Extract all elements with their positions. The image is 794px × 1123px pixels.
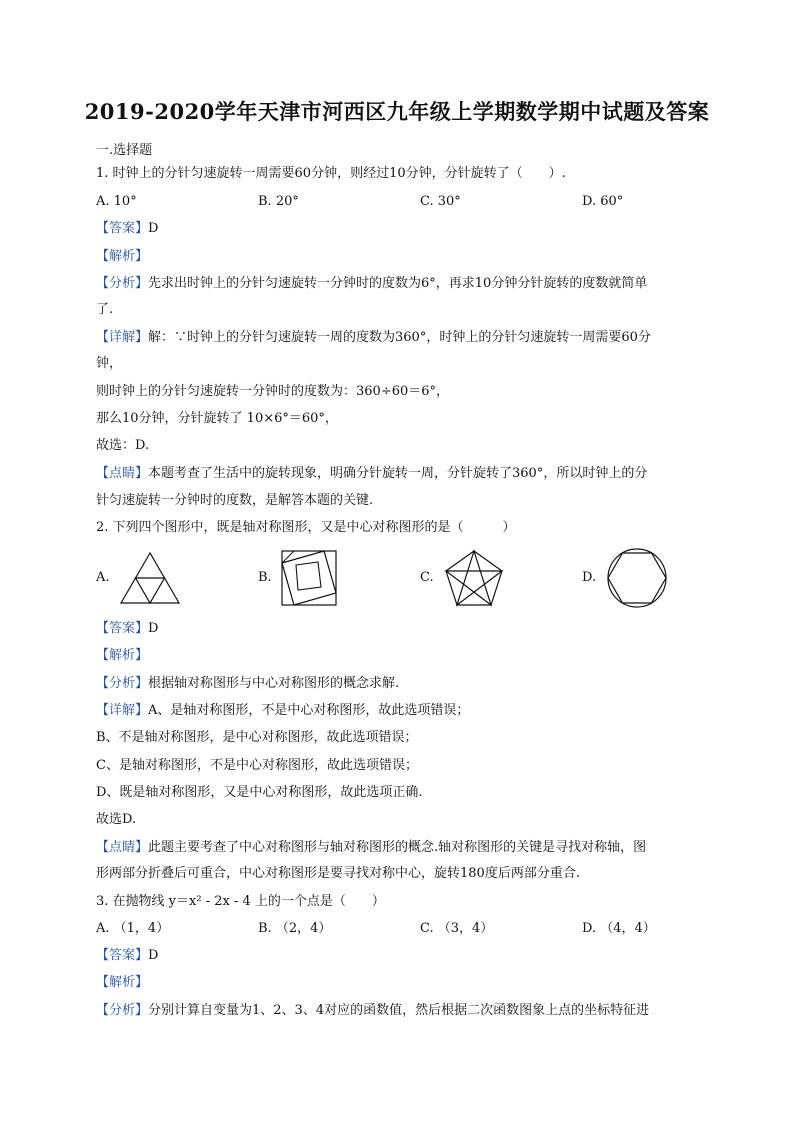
fenxi-tag: 【分析】 — [96, 276, 149, 291]
q2-line-c: C、是轴对称图形，不是中心对称图形，故此选项错误； — [96, 758, 418, 773]
answer-tag: 【答案】 — [96, 621, 149, 636]
q1-dianjing — [96, 465, 647, 483]
xiangjie-text: A、是轴对称图形，不是中心对称图形，故此选项错误； — [148, 703, 470, 718]
q1-option-d: D. 60° — [582, 194, 624, 209]
q1-step-4: 那么10分钟，分针旋转了 10×6°＝60°， — [96, 411, 338, 426]
q2-answer — [96, 620, 158, 638]
fenxi-text: 先求出时钟上的分针匀速旋转一分钟时的度数为6°，再求10分钟分针旋转的度数就简单 — [148, 276, 648, 291]
q2-select: 故选D. — [96, 812, 137, 827]
q3-fenxi — [96, 1002, 649, 1020]
xiangjie-tag: 【详解】 — [96, 703, 149, 718]
q1-xiangjie-cont: 钟， — [96, 356, 123, 371]
xiangjie-text: 解：∵时钟上的分针匀速旋转一周的度数为360°，时钟上的分针匀速旋转一周需要60分 — [148, 330, 651, 345]
q2-fenxi — [96, 675, 399, 693]
dianjing-text: 本题考查了生活中的旋转现象，明确分针旋转一周，分针旋转了360°，所以时钟上的分 — [148, 466, 648, 481]
q1-select: 故选：D. — [96, 438, 150, 453]
q1-option-b: B. 20° — [258, 194, 299, 209]
q1-answer — [96, 220, 158, 238]
fenxi-text: 分别计算自变量为1、2、3、4对应的函数值，然后根据二次函数图象上点的坐标特征进 — [148, 1003, 650, 1018]
document-title: 2019-2020学年天津市河西区九年级上学期数学期中试题及答案 — [84, 99, 710, 124]
q2-line-b: B、不是轴对称图形，是中心对称图形，故此选项错误； — [96, 730, 418, 745]
q2-figure-c-star-pentagon — [442, 548, 506, 608]
q3-option-c: C. （3，4） — [420, 921, 494, 936]
q2-xiangjie — [96, 702, 469, 720]
q3-jiexi-tag: 【解析】 — [96, 975, 149, 990]
q2-dianjing-cont: 形两部分折叠后可重合，中心对称图形是要寻找对称中心，旋转180度后两部分重合. — [96, 866, 580, 881]
q1-step-3: 则时钟上的分针匀速旋转一分钟时的度数为：360÷60＝6°， — [96, 384, 450, 399]
q1-fenxi-cont: 了. — [96, 302, 114, 317]
q3-answer — [96, 947, 158, 965]
answer-tag: 【答案】 — [96, 948, 149, 963]
q2-dianjing — [96, 839, 646, 857]
answer-value: D — [148, 621, 159, 636]
q3-stem: 3. 在抛物线 y＝x² - 2x - 4 上的一个点是（ ） — [96, 894, 385, 909]
answer-tag: 【答案】 — [96, 221, 149, 236]
q2-figure-d-hexagon-circle — [606, 547, 668, 609]
q3-option-d: D. （4，4） — [582, 921, 656, 936]
dianjing-tag: 【点睛】 — [96, 840, 149, 855]
q2-figure-b-square — [280, 549, 338, 607]
q2-option-a: A. — [96, 570, 110, 585]
q1-stem: 1. 时钟上的分针匀速旋转一周需要60分钟，则经过10分钟，分针旋转了（ ）. — [96, 166, 566, 181]
fenxi-tag: 【分析】 — [96, 676, 149, 691]
answer-value: D — [148, 948, 159, 963]
q2-option-d: D. — [582, 570, 597, 585]
q3-option-a: A. （1，4） — [96, 921, 170, 936]
q1-jiexi-tag: 【解析】 — [96, 249, 149, 264]
q2-jiexi-tag: 【解析】 — [96, 648, 149, 663]
q2-option-c: C. — [420, 570, 434, 585]
q1-fenxi — [96, 275, 647, 293]
fenxi-tag: 【分析】 — [96, 1003, 149, 1018]
q2-line-d: D、既是轴对称图形，又是中心对称图形，故此选项正确. — [96, 785, 423, 800]
section-heading: 一.选择题 — [96, 143, 153, 158]
xiangjie-tag: 【详解】 — [96, 330, 149, 345]
dianjing-tag: 【点睛】 — [96, 466, 149, 481]
q1-xiangjie — [96, 329, 651, 347]
q3-option-b: B. （2，4） — [258, 921, 332, 936]
q2-figure-a-triangle — [118, 550, 182, 606]
q1-option-a: A. 10° — [96, 194, 137, 209]
q2-option-b: B. — [258, 570, 272, 585]
answer-value: D — [148, 221, 159, 236]
dianjing-text: 此题主要考查了中心对称图形与轴对称图形的概念.轴对称图形的关键是寻找对称轴，图 — [148, 840, 647, 855]
fenxi-text: 根据轴对称图形与中心对称图形的概念求解. — [148, 676, 400, 691]
q2-stem: 2. 下列四个图形中，既是轴对称图形，又是中心对称图形的是（ ） — [96, 520, 516, 535]
q1-dianjing-cont: 针匀速旋转一分钟时的度数，是解答本题的关键. — [96, 493, 374, 508]
q1-option-c: C. 30° — [420, 194, 461, 209]
